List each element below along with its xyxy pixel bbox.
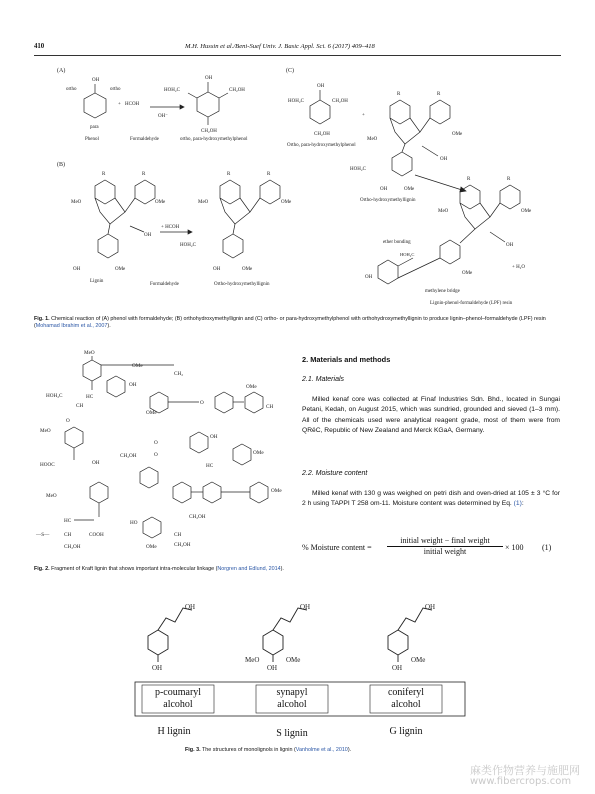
svg-text:OMe: OMe	[155, 200, 166, 205]
svg-text:MeO: MeO	[71, 200, 82, 205]
svg-text:—S—: —S—	[36, 532, 50, 538]
panel-b-label: (B)	[57, 162, 65, 168]
coniferyl-alcohol-structure	[388, 603, 435, 672]
svg-text:+: +	[118, 102, 121, 107]
svg-text:O: O	[200, 400, 204, 406]
svg-text:OH: OH	[365, 275, 373, 280]
svg-text:Phenol: Phenol	[85, 137, 99, 142]
figure-1-caption: Fig. 1. Chemical reaction of (A) phenol with formaldehyde; (B) orthohydroxymethyllignin and (C) ortho- or para-hydroxymethylphenol with orthohydroxymethyllignin to produce lignin–phenol–formaldehyde (LPF) resin (Mohamad Ibrahim et al., 2007).	[34, 316, 546, 330]
svg-text:+ H₂O: + H₂O	[512, 265, 526, 270]
svg-text:HOH₂C: HOH₂C	[164, 88, 180, 93]
svg-text:HOH₂C: HOH₂C	[46, 393, 63, 399]
svg-text:OH: OH	[506, 243, 514, 248]
svg-text:+: +	[362, 113, 365, 118]
synapyl-label: synapyl alcohol	[276, 687, 308, 710]
page-number: 410	[34, 43, 45, 50]
svg-text:OMe: OMe	[452, 132, 463, 137]
svg-text:Ortho, para-hydroxymethylpheno: Ortho, para-hydroxymethylphenol	[287, 143, 356, 148]
coniferyl-label: coniferyl alcohol	[387, 687, 425, 710]
header-rule	[34, 55, 561, 56]
svg-text:MeO: MeO	[438, 209, 449, 214]
panel-c-label: (C)	[286, 68, 294, 74]
svg-text:OH: OH	[92, 78, 100, 83]
reaction-arrow-c	[415, 175, 462, 190]
svg-text:OH: OH	[300, 603, 311, 611]
svg-text:OMe: OMe	[115, 267, 126, 272]
svg-text:O: O	[66, 418, 70, 424]
h-lignin-label: H lignin	[157, 726, 191, 737]
watermark-url: www.fibercrops.com	[470, 776, 572, 787]
equation-1: % Moisture content = initial weight − final weight initial weight × 100 (1)	[302, 536, 552, 556]
svg-text:OMe: OMe	[146, 544, 157, 550]
svg-text:OH: OH	[205, 76, 213, 81]
subsection-materials: 2.1. Materials	[302, 376, 345, 383]
svg-text:R: R	[467, 177, 471, 182]
running-title: M.H. Hussin et al./Beni-Suef Univ. J. Basic Appl. Sci. 6 (2017) 409–418	[185, 43, 375, 50]
svg-text:O: O	[154, 452, 158, 458]
svg-text:Lignin: Lignin	[90, 279, 104, 284]
svg-text:Ortho-hydroxymethyllignin: Ortho-hydroxymethyllignin	[360, 198, 416, 203]
g-lignin-label: G lignin	[389, 726, 423, 737]
svg-text:OH: OH	[317, 84, 325, 89]
p-coumaryl-alcohol-structure	[148, 603, 195, 672]
svg-text:HC: HC	[86, 394, 94, 400]
svg-text:HCOH: HCOH	[125, 102, 140, 107]
watermark-chinese: 麻类作物营养与施肥网	[470, 764, 580, 777]
figure-3-caption: Fig. 3. The structures of monolignols in lignin (Vanholme et al., 2010).	[185, 747, 352, 753]
svg-text:HC: HC	[64, 518, 72, 524]
svg-text:OMe: OMe	[411, 656, 426, 664]
svg-text:para: para	[90, 125, 99, 130]
svg-text:R: R	[142, 172, 146, 177]
svg-text:MeO: MeO	[40, 428, 51, 434]
svg-text:R: R	[227, 172, 231, 177]
lignin-structure-b	[71, 172, 166, 284]
svg-text:CH₂OH: CH₂OH	[64, 544, 81, 550]
figure-3-monolignols	[120, 596, 480, 744]
svg-text:ortho, para-hydroxymethylpheno: ortho, para-hydroxymethylphenol	[180, 137, 248, 142]
svg-text:CH₂OH: CH₂OH	[174, 542, 191, 548]
svg-text:R: R	[507, 177, 511, 182]
svg-text:Formaldehyde: Formaldehyde	[150, 282, 179, 287]
svg-text:CH: CH	[174, 532, 182, 538]
hydroxymethylphenol-c	[287, 84, 356, 148]
svg-text:R: R	[397, 92, 401, 97]
svg-text:OMe: OMe	[521, 209, 532, 214]
phenol-structure	[66, 78, 121, 142]
svg-text:Ortho-hydroxymethyllignin: Ortho-hydroxymethyllignin	[214, 282, 270, 287]
svg-text:OMe: OMe	[242, 267, 253, 272]
svg-text:CH₂OH: CH₂OH	[120, 453, 137, 459]
svg-text:COOH: COOH	[89, 532, 104, 538]
svg-text:MeO: MeO	[367, 137, 378, 142]
svg-text:OMe: OMe	[404, 187, 415, 192]
svg-text:CH₂: CH₂	[174, 371, 184, 377]
figure-1-citation-link[interactable]: Mohamad Ibrahim et al., 2007	[35, 323, 108, 330]
section-heading: 2. Materials and methods	[302, 355, 391, 364]
svg-text:MeO: MeO	[84, 350, 95, 356]
svg-text:OMe: OMe	[281, 200, 292, 205]
svg-text:HC: HC	[206, 463, 214, 469]
svg-text:OH: OH	[392, 664, 403, 672]
svg-text:OH: OH	[440, 157, 448, 162]
svg-text:R: R	[267, 172, 271, 177]
moisture-paragraph: Milled kenaf with 130 g was weighed on petri dish and oven-dried at 105 ± 3 °C for 2 h using TAPPI T 258 om-11. Moisture content was determined by Eq. (1):	[302, 490, 560, 508]
svg-text:OMe: OMe	[462, 271, 473, 276]
svg-text:OH: OH	[380, 187, 388, 192]
svg-text:ether bonding: ether bonding	[383, 240, 411, 245]
svg-text:MeO: MeO	[198, 200, 209, 205]
svg-text:HOOC: HOOC	[40, 462, 55, 468]
figure-2-citation-link[interactable]: Norgren and Edlund, 2014	[217, 566, 281, 572]
svg-text:CH₂OH: CH₂OH	[189, 514, 206, 520]
p-coumaryl-label: p-coumaryl alcohol	[154, 687, 202, 710]
svg-text:HOH₂C: HOH₂C	[350, 167, 366, 172]
svg-text:OH: OH	[185, 603, 196, 611]
figure-1-scheme	[30, 60, 565, 310]
svg-text:OMe: OMe	[253, 450, 264, 456]
materials-paragraph: Milled kenaf core was collected at Finaf Industries Sdn. Bhd., located in Sungai Petani, Kedah, on August 2015, which was sundried, grounded and sieved (1–3 mm). All of the chemicals used were analytical reagent grade, most of them were from QRëC, Republic of New Zealand and Merck KGaA, Germany.	[302, 396, 560, 435]
svg-text:OH: OH	[129, 382, 137, 388]
subsection-moisture: 2.2. Moisture content	[302, 470, 368, 477]
svg-text:O: O	[154, 440, 158, 446]
svg-text:CH₂OH: CH₂OH	[332, 99, 348, 104]
svg-text:CH: CH	[64, 532, 72, 538]
figure-2-kraft-lignin	[34, 342, 289, 564]
s-lignin-label: S lignin	[276, 728, 308, 739]
svg-text:OH: OH	[425, 603, 436, 611]
svg-text:Lignin-phenol-formaldehyde (LP: Lignin-phenol-formaldehyde (LPF) resin	[430, 301, 513, 306]
svg-text:OMe: OMe	[246, 384, 257, 390]
svg-text:OMe: OMe	[146, 410, 157, 416]
svg-text:HOH₂C: HOH₂C	[400, 252, 415, 257]
svg-text:OH: OH	[210, 434, 218, 440]
svg-text:OH: OH	[267, 664, 278, 672]
svg-text:OMe: OMe	[271, 488, 282, 494]
svg-text:methylene bridge: methylene bridge	[425, 289, 460, 294]
svg-text:ortho: ortho	[110, 87, 121, 92]
svg-text:CH: CH	[266, 404, 274, 410]
svg-text:ortho: ortho	[66, 87, 77, 92]
svg-text:CH: CH	[76, 403, 84, 409]
svg-text:CH₂OH: CH₂OH	[229, 88, 245, 93]
svg-text:OMe: OMe	[286, 656, 301, 664]
svg-text:OH: OH	[73, 267, 81, 272]
svg-text:OH: OH	[152, 664, 163, 672]
svg-text:R: R	[437, 92, 441, 97]
hydroxymethylphenol-structure	[164, 76, 248, 142]
equation-1-link[interactable]: (1)	[513, 500, 522, 508]
svg-text:+ HCOH: + HCOH	[161, 225, 180, 230]
svg-text:CH₂OH: CH₂OH	[314, 132, 330, 137]
svg-text:R: R	[102, 172, 106, 177]
svg-text:Formaldehyde: Formaldehyde	[130, 137, 159, 142]
svg-text:CH₂OH: CH₂OH	[201, 129, 217, 134]
svg-text:HO: HO	[130, 520, 138, 526]
ortho-hydroxymethyllignin-b	[180, 172, 292, 287]
svg-text:HOH₂C: HOH₂C	[180, 243, 196, 248]
figure-3-citation-link[interactable]: Vanholme et al., 2010	[295, 747, 348, 753]
svg-text:OH: OH	[144, 233, 152, 238]
synapyl-alcohol-structure	[245, 603, 310, 672]
svg-text:OH: OH	[92, 460, 100, 466]
svg-text:OH⁻: OH⁻	[158, 114, 168, 119]
svg-text:MeO: MeO	[245, 656, 260, 664]
svg-text:MeO: MeO	[46, 493, 57, 499]
svg-text:HOH₂C: HOH₂C	[288, 99, 304, 104]
lpf-resin-structure	[365, 177, 532, 306]
svg-text:OH: OH	[213, 267, 221, 272]
lignin-c-top	[350, 92, 463, 203]
panel-a-label: (A)	[57, 68, 66, 74]
figure-2-caption: Fig. 2. Fragment of Kraft lignin that shows important intra-molecular linkage (Norgren and Edlund, 2014).	[34, 566, 284, 572]
svg-text:OMe: OMe	[132, 363, 143, 369]
